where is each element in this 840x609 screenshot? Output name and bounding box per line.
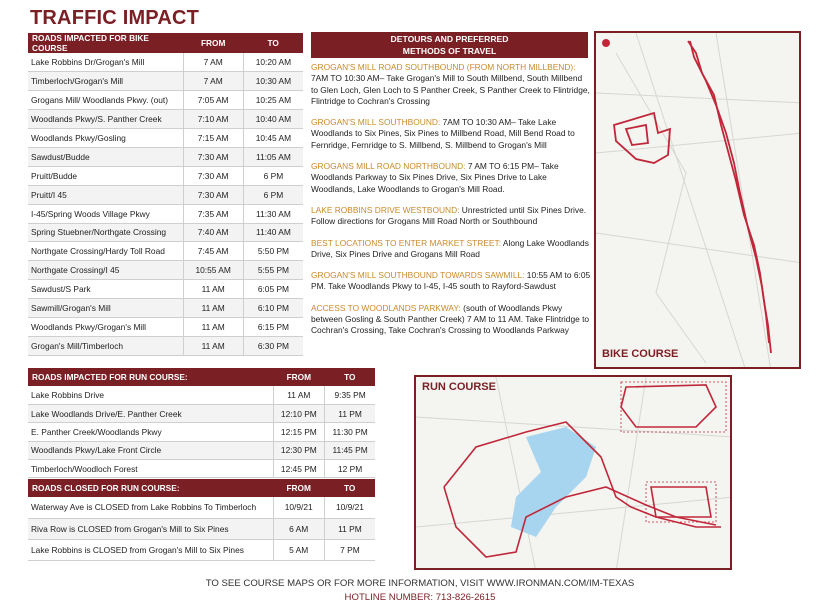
- detours-list: [311, 62, 591, 347]
- from-cell: 7:30 AM: [183, 147, 243, 166]
- footer-hotline: HOTLINE NUMBER: 713-826-2615: [344, 592, 496, 603]
- detour-text: 7 AM TO 6:15 PM– Take Woodlands Parkway to Six Pines Drive, Six Pines Drive to Lake Woodlands, Lake Woodlands to Grogan's Mill Road.: [311, 161, 559, 194]
- bike-table-row: [28, 166, 303, 185]
- to-cell: 6 PM: [243, 166, 303, 185]
- run-table-row: [28, 386, 375, 404]
- detour-text: Along Lake Woodlands Drive, Six Pines Drive and Grogans Mill Road: [311, 237, 589, 259]
- to-cell: 9:35 PM: [325, 386, 375, 404]
- road-cell: Woodlands Pkwy/S. Panther Creek: [28, 110, 183, 129]
- detour-item: [311, 303, 591, 337]
- run-table-row: [28, 460, 375, 478]
- road-cell: Sawmill/Grogan's Mill: [28, 299, 183, 318]
- detour-label: GROGAN'S MILL SOUTHBOUND TOWARDS SAWMILL:: [311, 270, 525, 281]
- detour-label: GROGANS MILL ROAD NORTHBOUND:: [311, 161, 466, 172]
- detour-text: (south of Woodlands Pkwy between Gosling & South Panther Creek) 7 AM to 11 AM. Take Flintridge to Cochran's Crossing, Take Cochran's Crossing to Woodlands Parkway: [311, 302, 590, 336]
- to-cell: 10:20 AM: [243, 53, 303, 72]
- detours-heading-line2: METHODS OF TRAVEL: [402, 46, 497, 56]
- to-cell: 6:30 PM: [243, 336, 303, 355]
- detour-item: [311, 117, 591, 151]
- road-cell: Northgate Crossing/Hardy Toll Road: [28, 242, 183, 261]
- from-cell: 7:10 AM: [183, 110, 243, 129]
- to-cell: 11:30 PM: [325, 423, 375, 441]
- from-cell: 7:35 AM: [183, 204, 243, 223]
- run-table-row: [28, 404, 375, 422]
- from-cell: 7:15 AM: [183, 129, 243, 148]
- bike-table-row: [28, 147, 303, 166]
- road-cell: Sawdust/Budde: [28, 147, 183, 166]
- to-cell: 11:45 PM: [325, 441, 375, 459]
- bike-table-row: [28, 317, 303, 336]
- to-cell: 12 PM: [325, 460, 375, 478]
- from-cell: 7:30 AM: [183, 166, 243, 185]
- road-cell: Timberloch/Woodloch Forest: [28, 460, 273, 478]
- run-table-row: [28, 423, 375, 441]
- to-cell: 11:30 AM: [243, 204, 303, 223]
- from-cell: 10:55 AM: [183, 261, 243, 280]
- road-cell: Pruitt/I 45: [28, 185, 183, 204]
- closed-table-row: [28, 539, 375, 560]
- road-cell: Pruitt/Budde: [28, 166, 183, 185]
- detour-item: [311, 62, 591, 107]
- from-cell: 11 AM: [183, 317, 243, 336]
- to-cell: 10/9/21: [324, 497, 375, 518]
- bike-course-label: BIKE COURSE: [602, 348, 679, 360]
- from-cell: 5 AM: [273, 539, 324, 560]
- road-cell: Woodlands Pkwy/Lake Front Circle: [28, 441, 273, 459]
- bike-table-row: [28, 261, 303, 280]
- closed-table-row: [28, 518, 375, 539]
- bike-table-header-road: ROADS IMPACTED FOR BIKE COURSE: [28, 33, 183, 53]
- closed-table-header-road: ROADS CLOSED FOR RUN COURSE:: [28, 479, 273, 497]
- from-cell: 11 AM: [183, 299, 243, 318]
- from-cell: 12:30 PM: [273, 441, 325, 459]
- detours-heading: [311, 32, 588, 58]
- bike-table-row: [28, 129, 303, 148]
- road-cell: Spring Stuebner/Northgate Crossing: [28, 223, 183, 242]
- detour-text: 7AM TO 10:30 AM– Take Lake Woodlands to Six Pines, Six Pines to Millbend Road, Mill Bend Road to Fernridge, Fernridge to S. Millbend, S. Millbend to Grogan's Mill: [311, 117, 575, 150]
- from-cell: 11 AM: [183, 280, 243, 299]
- closed-roads-table: [28, 479, 375, 561]
- road-cell: Grogan's Mill/Timberloch: [28, 336, 183, 355]
- north-marker-icon: [602, 39, 610, 47]
- to-cell: 11:40 AM: [243, 223, 303, 242]
- run-table-header-from: FROM: [273, 368, 325, 386]
- road-cell: Northgate Crossing/I 45: [28, 261, 183, 280]
- road-cell: Lake Robbins Dr/Grogan's Mill: [28, 53, 183, 72]
- from-cell: 12:15 PM: [273, 423, 325, 441]
- run-table-header-to: TO: [325, 368, 375, 386]
- from-cell: 12:10 PM: [273, 404, 325, 422]
- bike-table-row: [28, 336, 303, 355]
- to-cell: 6 PM: [243, 185, 303, 204]
- detour-label: GROGAN'S MILL SOUTHBOUND:: [311, 117, 441, 128]
- from-cell: 7:45 AM: [183, 242, 243, 261]
- road-cell: Lake Robbins Drive: [28, 386, 273, 404]
- detour-label: ACCESS TO WOODLANDS PARKWAY:: [311, 302, 461, 313]
- footer-info: TO SEE COURSE MAPS OR FOR MORE INFORMATION, VISIT WWW.IRONMAN.COM/IM-TEXAS: [205, 578, 635, 589]
- detour-text: Unrestricted until Six Pines Drive. Follow directions for Grogans Mill Road North or Southbound: [311, 204, 587, 227]
- road-cell: I-45/Spring Woods Village Pkwy: [28, 204, 183, 223]
- page-title: TRAFFIC IMPACT: [30, 7, 200, 29]
- detour-text: 10:55 AM to 6:05 PM. Take Woodlands Pkwy to I-45, I-45 south to Rayford-Sawdust: [311, 270, 591, 292]
- from-cell: 11 AM: [183, 336, 243, 355]
- detour-label: BEST LOCATIONS TO ENTER MARKET STREET:: [311, 237, 502, 248]
- run-course-label: RUN COURSE: [422, 381, 496, 393]
- road-cell: Sawdust/S Park: [28, 280, 183, 299]
- bike-table-row: [28, 53, 303, 72]
- from-cell: 7:40 AM: [183, 223, 243, 242]
- from-cell: 7 AM: [183, 53, 243, 72]
- bike-course-table: [28, 33, 303, 356]
- to-cell: 10:40 AM: [243, 110, 303, 129]
- run-table-row: [28, 441, 375, 459]
- closed-table-header-to: TO: [324, 479, 375, 497]
- detour-item: [311, 205, 591, 228]
- to-cell: 5:55 PM: [243, 261, 303, 280]
- bike-table-row: [28, 204, 303, 223]
- detour-text: 7AM TO 10:30 AM– Take Grogan's Mill to South Millbend, South Millbend to Glen Loch, Glen Loch to S Panther Creek, S Panther Creek to Flintridge, Flintridge to Cochran's Crossing: [311, 73, 590, 106]
- bike-table-row: [28, 110, 303, 129]
- road-cell: Riva Row is CLOSED from Grogan's Mill to Six Pines: [28, 518, 273, 539]
- from-cell: 11 AM: [273, 386, 325, 404]
- bike-table-row: [28, 299, 303, 318]
- bike-table-header-from: FROM: [183, 33, 243, 53]
- bike-table-header-to: TO: [243, 33, 303, 53]
- to-cell: 11 PM: [324, 518, 375, 539]
- bike-table-row: [28, 242, 303, 261]
- bike-table-row: [28, 72, 303, 91]
- road-cell: Waterway Ave is CLOSED from Lake Robbins To Timberloch: [28, 497, 273, 518]
- bike-table-row: [28, 280, 303, 299]
- detour-item: [311, 161, 591, 195]
- bike-table-row: [28, 223, 303, 242]
- to-cell: 6:15 PM: [243, 317, 303, 336]
- road-cell: Woodlands Pkwy/Gosling: [28, 129, 183, 148]
- to-cell: 10:30 AM: [243, 72, 303, 91]
- bike-table-row: [28, 185, 303, 204]
- bike-map-graphic: [596, 33, 801, 369]
- to-cell: 11:05 AM: [243, 147, 303, 166]
- to-cell: 10:45 AM: [243, 129, 303, 148]
- road-cell: Grogans Mill/ Woodlands Pkwy. (out): [28, 91, 183, 110]
- to-cell: 6:10 PM: [243, 299, 303, 318]
- to-cell: 7 PM: [324, 539, 375, 560]
- to-cell: 6:05 PM: [243, 280, 303, 299]
- from-cell: 10/9/21: [273, 497, 324, 518]
- from-cell: 7:30 AM: [183, 185, 243, 204]
- closed-table-header-from: FROM: [273, 479, 324, 497]
- run-course-map: [414, 375, 732, 570]
- detours-heading-line1: DETOURS AND PREFERRED: [390, 34, 509, 44]
- to-cell: 10:25 AM: [243, 91, 303, 110]
- from-cell: 12:45 PM: [273, 460, 325, 478]
- from-cell: 7:05 AM: [183, 91, 243, 110]
- from-cell: 6 AM: [273, 518, 324, 539]
- road-cell: Lake Woodlands Drive/E. Panther Creek: [28, 404, 273, 422]
- bike-course-map: [594, 31, 801, 369]
- run-course-table: [28, 368, 375, 478]
- run-map-graphic: [416, 377, 732, 570]
- run-table-header-road: ROADS IMPACTED FOR RUN COURSE:: [28, 368, 273, 386]
- detour-label: LAKE ROBBINS DRIVE WESTBOUND:: [311, 204, 460, 215]
- bike-table-row: [28, 91, 303, 110]
- closed-table-row: [28, 497, 375, 518]
- road-cell: Timberloch/Grogan's Mill: [28, 72, 183, 91]
- detour-item: [311, 238, 591, 261]
- road-cell: E. Panther Creek/Woodlands Pkwy: [28, 423, 273, 441]
- to-cell: 11 PM: [325, 404, 375, 422]
- detour-item: [311, 270, 591, 293]
- road-cell: Lake Robbins is CLOSED from Grogan's Mill to Six Pines: [28, 539, 273, 560]
- to-cell: 5:50 PM: [243, 242, 303, 261]
- detour-label: GROGAN'S MILL ROAD SOUTHBOUND (FROM NORTH MILLBEND):: [311, 62, 576, 72]
- from-cell: 7 AM: [183, 72, 243, 91]
- road-cell: Woodlands Pkwy/Grogan's Mill: [28, 317, 183, 336]
